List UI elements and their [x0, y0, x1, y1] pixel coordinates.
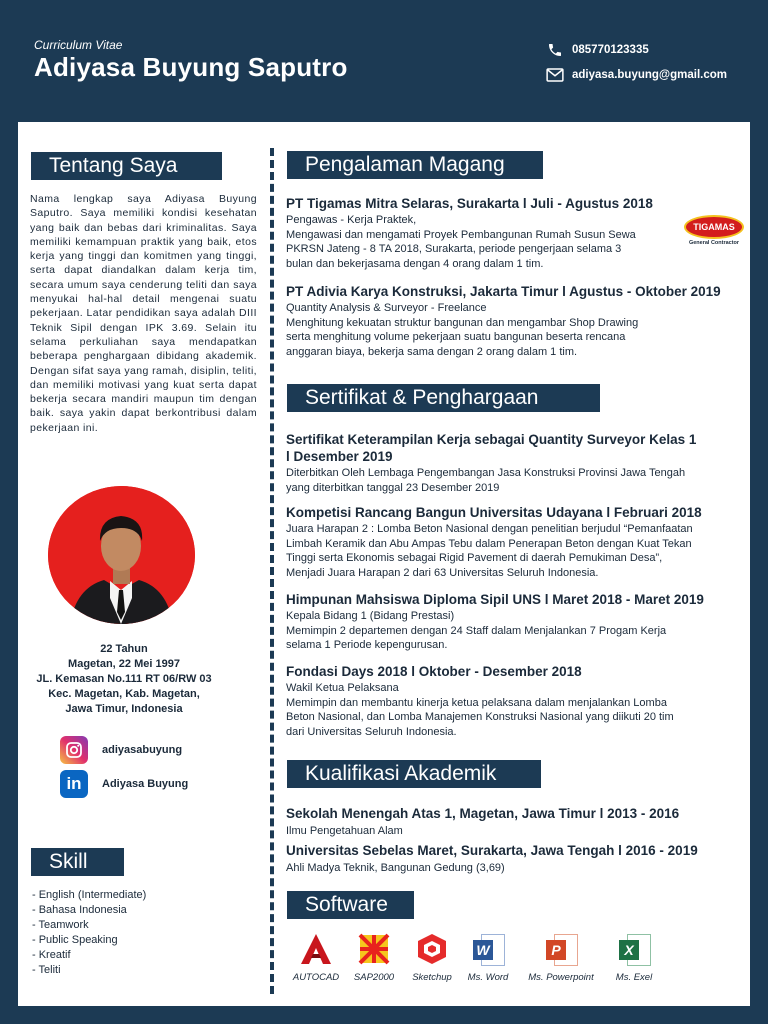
- desc-line: selama 1 Periode kepengurusan.: [286, 639, 448, 651]
- education-title: Kualifikasi Akademik: [287, 760, 541, 788]
- personal-address-2: Kec. Magetan, Kab. Magetan,: [48, 688, 200, 700]
- powerpoint-icon-badge: P: [546, 940, 566, 960]
- software-label: SAP2000: [353, 972, 395, 983]
- desc-line: Mengawasi dan mengamati Proyek Pembangunan Rumah Susun Sewa: [286, 228, 636, 241]
- certificate-desc: [286, 466, 685, 495]
- desc-line: dari Universitas Seluruh Indonesia.: [286, 725, 457, 738]
- certificate-heading: Fondasi Days 2018 l Oktober - Desember 2018: [286, 664, 582, 679]
- certificate-desc: [286, 609, 666, 653]
- skill-item: - Public Speaking: [32, 934, 118, 946]
- profile-photo: [48, 486, 195, 624]
- software-sap2000: [342, 932, 406, 983]
- desc-line: Memimpin 2 departemen dengan 24 Staff dalam Menjalankan 7 Progam Kerja: [286, 624, 667, 637]
- software-label: Ms. Exel: [615, 972, 653, 983]
- desc-line: Quantity Analysis & Surveyor - Freelance: [286, 302, 487, 314]
- software-autocad: [284, 932, 348, 983]
- desc-line: serta menghitung volume pekerjaan suatu bangunan beserta rencana: [286, 331, 626, 343]
- desc-line: anggaran biaya, bekerja sama dengan 2 orang dalam 1 tim.: [286, 345, 578, 358]
- word-icon-badge: W: [473, 940, 493, 960]
- skill-title: Skill: [31, 848, 124, 876]
- desc-line: bulan dan bekerjasama dengan 4 orang dalam 1 tim.: [286, 257, 544, 270]
- contact-email: [546, 67, 727, 83]
- desc-line: Juara Harapan 2 : Lomba Beton Nasional dengan penelitian berjudul “Pemanfaatan: [286, 523, 693, 535]
- instagram-handle: adiyasabuyung: [102, 744, 183, 756]
- education-heading: Sekolah Menengah Atas 1, Magetan, Jawa Timur l 2013 - 2016: [286, 806, 680, 821]
- software-label: Ms. Powerpoint: [528, 972, 594, 983]
- instagram-link[interactable]: [60, 736, 182, 764]
- mail-icon: [546, 67, 564, 83]
- skill-item: - English (Intermediate): [32, 889, 147, 901]
- desc-line: yang diterbitkan tanggal 23 Desember 2019: [286, 481, 500, 494]
- cv-subtitle: Curriculum Vitae: [34, 38, 123, 52]
- skill-list: [32, 888, 146, 978]
- desc-line: Memimpin dan membantu kinerja ketua pelaksana dalam menjalankan Lomba: [286, 696, 667, 709]
- personal-address-3: Jawa Timur, Indonesia: [65, 703, 183, 715]
- personal-birth: Magetan, 22 Mei 1997: [68, 658, 180, 670]
- software-excel: [602, 932, 666, 983]
- desc-line: Pengawas - Kerja Praktek,: [286, 214, 417, 226]
- software-label: Ms. Word: [467, 972, 509, 983]
- skill-item: - Kreatif: [32, 949, 71, 961]
- tigamas-logo-sub: General Contractor: [688, 240, 740, 246]
- certificates-title: Sertifikat & Penghargaan: [287, 384, 600, 412]
- linkedin-icon: in: [60, 770, 88, 798]
- software-powerpoint: [526, 932, 596, 983]
- phone-icon: [546, 42, 564, 58]
- software-sketchup: [400, 932, 464, 983]
- education-heading: Universitas Sebelas Maret, Surakarta, Jawa Tengah l 2016 - 2019: [286, 843, 698, 858]
- software-word: [456, 932, 520, 983]
- certificate-heading: Himpunan Mahsiswa Diploma Sipil UNS l Maret 2018 - Maret 2019: [286, 592, 704, 607]
- cv-sheet: [18, 122, 750, 1006]
- desc-line: Beton Nasional, dan Lomba Manajemen Konstruksi Nasional yang diikuti 20 tim: [286, 711, 674, 723]
- certificate-heading: Kompetisi Rancang Bangun Universitas Udayana l Februari 2018: [286, 505, 702, 520]
- tigamas-logo: [684, 215, 744, 246]
- certificate-heading: [286, 431, 696, 465]
- word-icon: [471, 932, 505, 966]
- software-label: Sketchup: [412, 972, 452, 983]
- column-divider: [270, 148, 274, 994]
- software-label: AUTOCAD: [292, 972, 340, 983]
- sketchup-icon: [415, 932, 449, 966]
- personal-age: 22 Tahun: [100, 643, 148, 655]
- desc-line: Menghitung kekuatan struktur bangunan dan mengambar Shop Drawing: [286, 316, 639, 329]
- linkedin-link[interactable]: [60, 770, 188, 798]
- about-text: Nama lengkap saya Adiyasa Buyung Saputro. Saya memiliki kondisi kesehatan yang baik dan bebas dari kriminalitas. Saya memiliki kemampuan praktik yang baik, etos kerja yang tinggi dan komitmen yang tinggi, serta dapat diandalkan dalam kerja tim, secara umum saya cenderung teliti dan saya menyukai hal-hal detail mengenai suatu pekerjaan. Latar pendidikan saya adalah DIII Teknik Sipil dengan IPK 3.69. Selain itu selama perkuliahan saya mendapatkan beberapa penghargaan dibidang akademik. Dengan sifat saya yang ramah, disiplin, teliti, dan memiliki motivasi yang kuat serta dapat bekerja secara mandiri maupun tim dengan baik. saya yakin dapat berkontribusi dalam pekerjaan ini.: [30, 193, 257, 434]
- internship-desc: [286, 301, 726, 359]
- skill-item: - Teliti: [32, 964, 61, 976]
- skill-item: - Teamwork: [32, 919, 89, 931]
- desc-line: Limbah Keramik dan Abu Ampas Tebu dalam Penerapan Beton dengan Kuat Tekan: [286, 537, 692, 550]
- internship-heading: PT Adivia Karya Konstruksi, Jakarta Timur l Agustus - Oktober 2019: [286, 284, 721, 299]
- personal-address-1: JL. Kemasan No.111 RT 06/RW 03: [36, 673, 212, 685]
- email-address: adiyasa.buyung@gmail.com: [572, 69, 728, 81]
- personal-info: [18, 642, 230, 717]
- excel-icon-badge: X: [619, 940, 639, 960]
- certificate-desc: [286, 522, 693, 580]
- desc-line: Kepala Bidang 1 (Bidang Prestasi): [286, 610, 455, 622]
- linkedin-handle: Adiyasa Buyung: [102, 778, 189, 790]
- desc-line: Diterbitkan Oleh Lembaga Pengembangan Jasa Konstruksi Provinsi Jawa Tengah: [286, 467, 686, 479]
- excel-icon: [617, 932, 651, 966]
- contact-phone: [546, 42, 649, 58]
- tigamas-logo-mark: TIGAMAS: [684, 215, 744, 239]
- education-desc: Ilmu Pengetahuan Alam: [286, 825, 403, 837]
- heading-line: l Desember 2019: [286, 449, 393, 464]
- skill-item: - Bahasa Indonesia: [32, 904, 127, 916]
- powerpoint-icon: [544, 932, 578, 966]
- internship-heading: PT Tigamas Mitra Selaras, Surakarta l Juli - Agustus 2018: [286, 196, 653, 211]
- sap2000-icon: [357, 932, 391, 966]
- internship-desc: [286, 213, 666, 271]
- internship-title: Pengalaman Magang: [287, 151, 543, 179]
- education-desc: Ahli Madya Teknik, Bangunan Gedung (3,69): [286, 862, 505, 874]
- cv-name: Adiyasa Buyung Saputro: [34, 52, 348, 82]
- autocad-icon: [299, 932, 333, 966]
- phone-number: 085770123335: [572, 44, 649, 56]
- desc-line: Menjadi Juara Harapan 2 dari 63 Universitas Seluruh Indonesia.: [286, 566, 599, 579]
- about-title: Tentang Saya: [31, 152, 222, 180]
- certificate-desc: [286, 681, 674, 739]
- instagram-icon: [60, 736, 88, 764]
- desc-line: PKRSN Jateng - 8 TA 2018, Surakarta, periode pengerjaan selama 3: [286, 243, 622, 255]
- desc-line: Wakil Ketua Pelaksana: [286, 682, 399, 694]
- desc-line: Tinggi serta Ekonomis sebagai Rigid Pavement di daerah Pemukiman Desa”,: [286, 552, 663, 564]
- software-title: Software: [287, 891, 414, 919]
- heading-line: Sertifikat Keterampilan Kerja sebagai Quantity Surveyor Kelas 1: [286, 432, 697, 447]
